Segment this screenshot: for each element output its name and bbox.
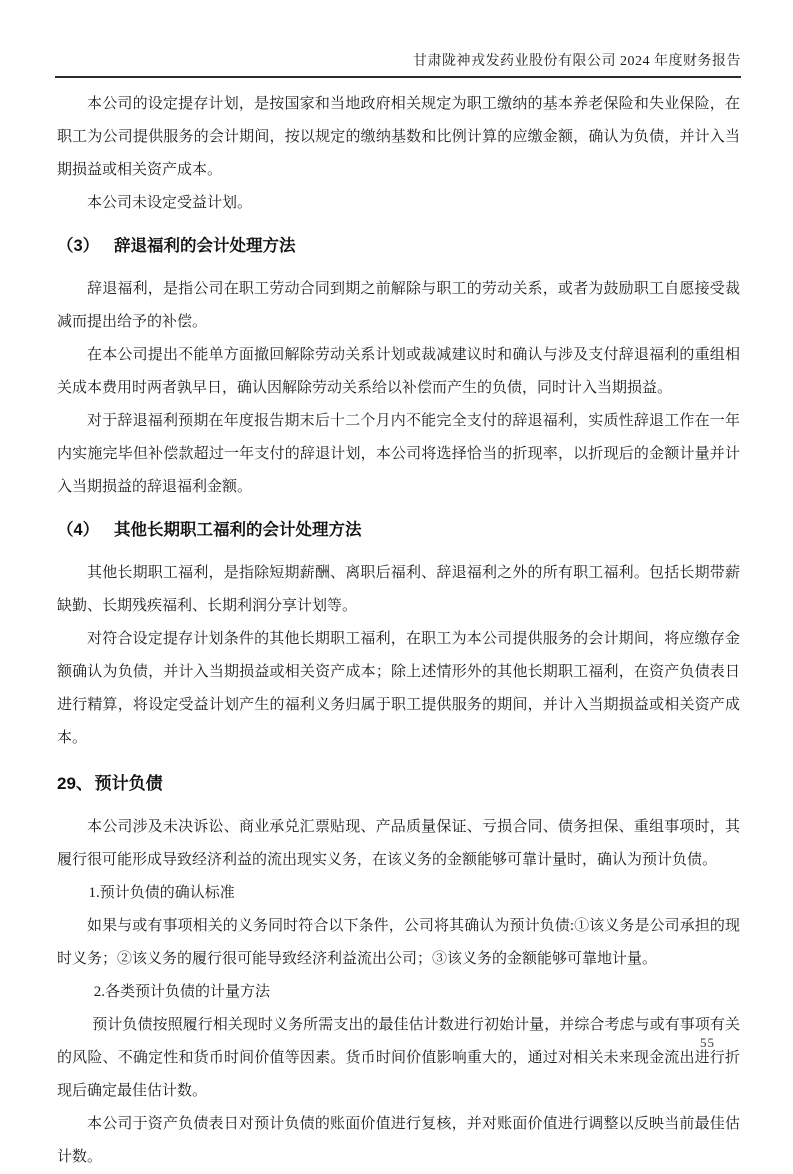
section-heading-termination-benefits	[57, 233, 740, 259]
page-header-title: 甘肃陇神戎发药业股份有限公司 2024 年度财务报告	[413, 54, 741, 69]
paragraph-initial-measurement: 预计负债按照履行相关现时义务所需支出的最佳估计数进行初始计量，并综合考虑与或有事项有关的风险、不确定性和货币时间价值等因素。货币时间价值影响重大的，通过对相关未来现金流出进行折现后确定最佳估计数。	[57, 1017, 740, 1099]
section-number: （3）	[57, 237, 100, 255]
paragraph-defined-contribution-plan: 本公司的设定提存计划，是按国家和当地政府相关规定为职工缴纳的基本养老保险和失业保险，在职工为公司提供服务的会计期间，按以规定的缴纳基数和比例计算的应缴金额，确认为负债，并计入当期损益或相关资产成本。	[57, 96, 740, 178]
paragraph-other-longterm-benefits-accounting: 对符合设定提存计划条件的其他长期职工福利，在职工为本公司提供服务的会计期间，将应缴存金额确认为负债，并计入当期损益或相关资产成本；除上述情形外的其他长期职工福利，在资产负债表日进行精算，将设定受益计划产生的福利义务归属于职工提供服务的期间，并计入当期损益或相关资产成本。	[57, 631, 740, 746]
section-title: 其他长期职工福利的会计处理方法	[114, 521, 362, 539]
paragraph-termination-benefits-recognition: 在本公司提出不能单方面撤回解除劳动关系计划或裁减建议时和确认与涉及支付辞退福利的重组相关成本费用时两者孰早日，确认因解除劳动关系给以补偿而产生的负债，同时计入当期损益。	[57, 347, 740, 396]
paragraph-other-longterm-benefits-definition: 其他长期职工福利，是指除短期薪酬、离职后福利、辞退福利之外的所有职工福利。包括长期带薪缺勤、长期残疾福利、长期利润分享计划等。	[57, 565, 740, 614]
subitem-measurement-methods: 2.各类预计负债的计量方法	[93, 984, 271, 1000]
section-heading-estimated-liabilities	[57, 770, 740, 798]
section-number: （4）	[57, 521, 100, 539]
section-number: 29、	[57, 774, 93, 793]
document-body	[57, 88, 740, 1174]
paragraph-balance-sheet-date-review: 本公司于资产负债表日对预计负债的账面价值进行复核，并对账面价值进行调整以反映当前最佳估计数。	[57, 1116, 740, 1165]
paragraph-no-defined-benefit-plan: 本公司未设定受益计划。	[87, 195, 253, 211]
page-number: 55	[700, 1035, 715, 1050]
paragraph-recognition-conditions: 如果与或有事项相关的义务同时符合以下条件，公司将其确认为预计负债:①该义务是公司承担的现时义务；②该义务的履行很可能导致经济利益流出公司；③该义务的金额能够可靠地计量。	[57, 918, 740, 967]
section-title: 辞退福利的会计处理方法	[114, 237, 296, 255]
paragraph-termination-benefits-discounting: 对于辞退福利预期在年度报告期末后十二个月内不能完全支付的辞退福利，实质性辞退工作在一年内实施完毕但补偿款超过一年支付的辞退计划，本公司将选择恰当的折现率，以折现后的金额计量并计入当期损益的辞退福利金额。	[57, 413, 740, 495]
paragraph-estimated-liabilities-scope: 本公司涉及未决诉讼、商业承兑汇票贴现、产品质量保证、亏损合同、债务担保、重组事项时，其履行很可能形成导致经济利益的流出现实义务，在该义务的金额能够可靠计量时，确认为预计负债。	[57, 819, 740, 868]
page-header	[55, 50, 741, 78]
paragraph-termination-benefits-definition: 辞退福利，是指公司在职工劳动合同到期之前解除与职工的劳动关系，或者为鼓励职工自愿接受裁减而提出给予的补偿。	[57, 281, 740, 330]
subitem-recognition-criteria: 1.预计负债的确认标准	[88, 885, 235, 901]
section-title: 预计负债	[94, 774, 163, 793]
section-heading-other-longterm-benefits	[57, 517, 740, 543]
